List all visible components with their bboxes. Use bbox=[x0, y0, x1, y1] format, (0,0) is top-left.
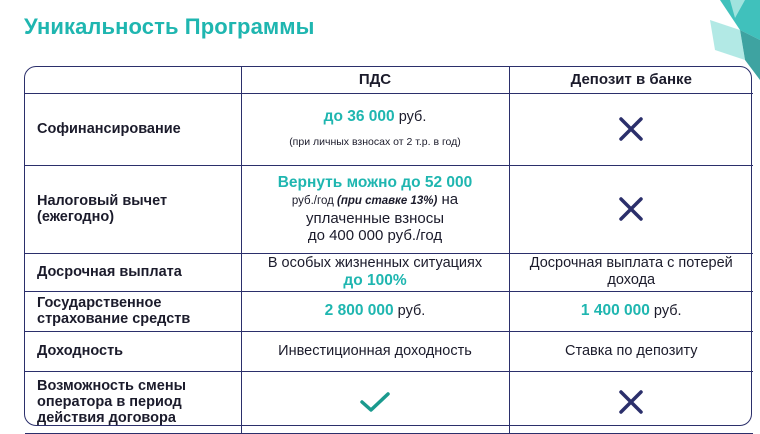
deposit-unit: руб. bbox=[649, 303, 682, 319]
pds-accent-value: 2 800 000 bbox=[324, 302, 394, 319]
row-label-line: Возможность смены bbox=[37, 378, 186, 394]
row-label bbox=[25, 291, 241, 331]
header-blank-cell bbox=[25, 67, 241, 93]
cross-icon bbox=[618, 389, 644, 415]
pds-accent-value: до 100% bbox=[343, 272, 407, 289]
pds-rate-note: (при ставке 13%) bbox=[337, 195, 438, 207]
table-row bbox=[25, 165, 753, 253]
deposit-accent-value: 1 400 000 bbox=[580, 302, 650, 319]
table-row bbox=[25, 93, 753, 165]
deposit-text: дохода bbox=[607, 272, 656, 288]
deposit-cell bbox=[509, 165, 753, 253]
pds-text: В особых жизненных ситуациях bbox=[267, 255, 483, 271]
header-deposit: Депозит в банке bbox=[509, 67, 753, 93]
pds-cell bbox=[241, 291, 509, 331]
pds-accent-value: Вернуть можно до 52 000 bbox=[277, 174, 473, 191]
pds-cell bbox=[241, 93, 509, 165]
deposit-cell bbox=[509, 253, 753, 291]
row-label-line: Государственное bbox=[37, 295, 162, 311]
row-label-line: действия договора bbox=[37, 410, 176, 426]
pds-text: до 400 000 руб./год bbox=[307, 227, 443, 244]
header-pds: ПДС bbox=[241, 67, 509, 93]
pds-unit: руб. bbox=[394, 108, 427, 125]
row-label-line: Налоговый вычет bbox=[37, 193, 168, 209]
pds-text: уплаченные взносы bbox=[306, 210, 444, 227]
deposit-cell bbox=[509, 371, 753, 433]
row-label: Софинансирование bbox=[25, 93, 241, 165]
row-label-line: (ежегодно) bbox=[37, 209, 115, 225]
deposit-cell bbox=[509, 93, 753, 165]
pds-cell: Инвестиционная доходность bbox=[241, 331, 509, 371]
pds-accent-value: до 36 000 bbox=[323, 107, 395, 125]
table-row bbox=[25, 291, 753, 331]
table-row bbox=[25, 371, 753, 433]
row-label bbox=[25, 371, 241, 433]
row-label: Досрочная выплата bbox=[25, 253, 241, 291]
row-label: Доходность bbox=[25, 331, 241, 371]
pds-text: на bbox=[437, 191, 459, 208]
row-label-line: оператора в период bbox=[37, 394, 182, 410]
pds-text: руб./год bbox=[291, 195, 337, 207]
table-row bbox=[25, 331, 753, 371]
row-label-line: страхование средств bbox=[37, 311, 191, 327]
deposit-cell: Ставка по депозиту bbox=[509, 331, 753, 371]
cross-icon bbox=[618, 196, 644, 222]
comparison-table bbox=[24, 66, 752, 426]
pds-cell bbox=[241, 165, 509, 253]
table-row bbox=[25, 253, 753, 291]
row-label bbox=[25, 165, 241, 253]
pds-cell bbox=[241, 371, 509, 433]
deposit-cell bbox=[509, 291, 753, 331]
page-title: Уникальность Программы bbox=[24, 14, 315, 39]
pds-cell bbox=[241, 253, 509, 291]
pds-note: (при личных взносах от 2 т.р. в год) bbox=[289, 135, 461, 148]
deposit-text: Досрочная выплата с потерей bbox=[529, 255, 733, 271]
check-icon bbox=[359, 390, 391, 414]
pds-unit: руб. bbox=[393, 303, 426, 319]
cross-icon bbox=[618, 116, 644, 142]
